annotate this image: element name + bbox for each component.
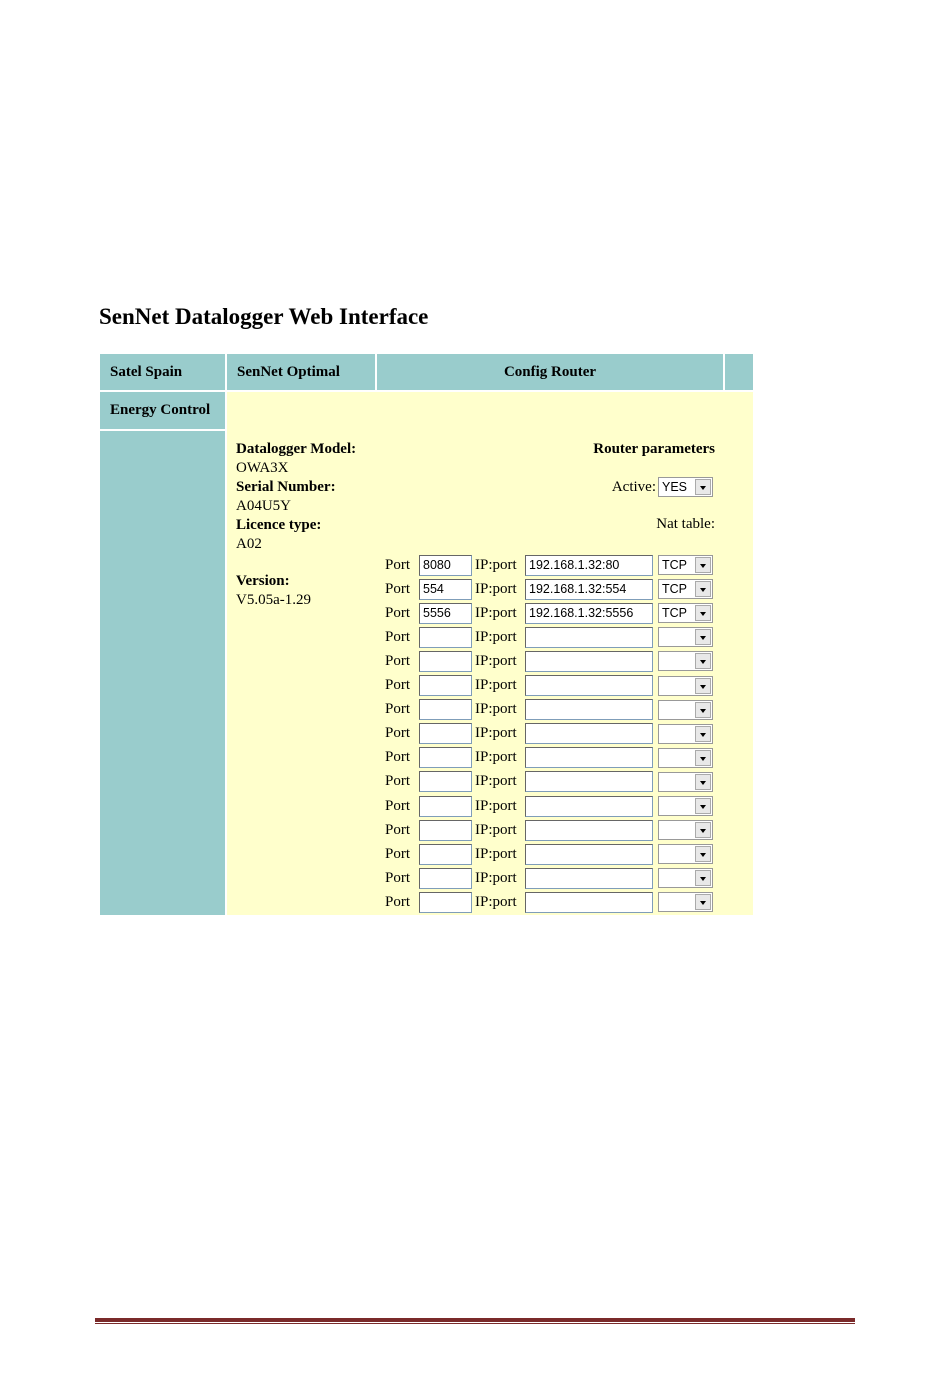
protocol-select[interactable] [658, 820, 713, 840]
ipport-input[interactable]: 192.168.1.32:5556 [525, 603, 653, 624]
nat-row [385, 602, 713, 624]
chevron-down-icon[interactable] [695, 750, 711, 766]
ipport-label: IP:port [475, 652, 517, 669]
port-input[interactable]: 554 [419, 579, 472, 600]
nat-row [385, 843, 713, 865]
ipport-label: IP:port [475, 677, 517, 693]
web-interface-frame [100, 354, 753, 915]
ipport-label: IP:port [475, 556, 517, 573]
chevron-down-icon[interactable] [695, 653, 711, 669]
active-label: Active: [611, 478, 656, 495]
port-input[interactable] [419, 699, 472, 720]
ipport-label: IP:port [475, 725, 517, 742]
serial-label: Serial Number: [236, 479, 336, 495]
protocol-select[interactable] [658, 724, 713, 744]
device-info [236, 440, 356, 610]
ipport-label: IP:port [475, 749, 517, 766]
ipport-input[interactable] [525, 747, 653, 768]
ipport-label: IP:port [475, 821, 517, 838]
ipport-label: IP:port [475, 893, 517, 910]
protocol-select[interactable] [658, 603, 713, 623]
protocol-select[interactable] [658, 844, 713, 864]
active-row [612, 477, 713, 497]
ipport-input[interactable]: 192.168.1.32:554 [525, 579, 653, 600]
port-label: Port [385, 749, 411, 766]
nat-row [385, 675, 713, 697]
chevron-down-icon[interactable] [695, 846, 711, 862]
nat-row [385, 747, 713, 769]
nat-table-label: Nat table: [656, 516, 715, 532]
version-label: Version: [236, 573, 290, 589]
protocol-select[interactable] [658, 676, 713, 696]
active-select[interactable] [658, 477, 713, 497]
active-select-value: YES [662, 480, 688, 494]
port-input[interactable] [419, 868, 472, 889]
chevron-down-icon[interactable] [695, 605, 711, 621]
nav-config-router-label: Config Router [503, 364, 597, 380]
protocol-select[interactable] [658, 748, 713, 768]
port-label: Port [385, 652, 411, 669]
ipport-input[interactable] [525, 675, 653, 696]
port-label: Port [385, 580, 411, 597]
nav-satel-spain-label: Satel Spain [110, 364, 183, 380]
protocol-select[interactable] [658, 868, 713, 888]
nat-row [385, 723, 713, 745]
port-label: Port [385, 773, 411, 790]
chevron-down-icon[interactable] [695, 629, 711, 645]
protocol-select-value: TCP [662, 606, 687, 621]
chevron-down-icon[interactable] [695, 557, 711, 573]
nav-sidebar-fill [100, 431, 225, 915]
footer-rule-thin [95, 1323, 855, 1324]
ipport-label: IP:port [475, 869, 517, 886]
protocol-select-value: TCP [662, 582, 687, 597]
chevron-down-icon[interactable] [695, 726, 711, 742]
ipport-input[interactable] [525, 844, 653, 865]
chevron-down-icon[interactable] [695, 479, 711, 495]
port-input[interactable] [419, 747, 472, 768]
chevron-down-icon[interactable] [695, 894, 711, 910]
protocol-select[interactable] [658, 700, 713, 720]
nav-sennet-optimal[interactable] [227, 354, 375, 390]
router-parameters-title: Router parameters [593, 441, 715, 457]
port-input[interactable] [419, 651, 472, 672]
port-label: Port [385, 677, 411, 693]
ipport-input[interactable] [525, 892, 653, 913]
port-label: Port [385, 725, 411, 742]
protocol-select[interactable] [658, 555, 713, 575]
nat-row [385, 699, 713, 721]
nav-energy-control[interactable] [100, 392, 225, 429]
nat-row [385, 626, 713, 648]
ipport-input[interactable] [525, 651, 653, 672]
serial-value: A04U5Y [236, 498, 291, 514]
model-label: Datalogger Model: [236, 441, 357, 457]
port-input[interactable] [419, 892, 472, 913]
port-label: Port [385, 845, 411, 862]
ipport-input[interactable] [525, 723, 653, 744]
port-label: Port [385, 556, 411, 573]
ipport-input[interactable] [525, 771, 653, 792]
ipport-label: IP:port [475, 604, 517, 621]
protocol-select[interactable] [658, 651, 713, 671]
nat-row [385, 578, 713, 600]
port-label: Port [385, 893, 411, 910]
ipport-input[interactable]: 192.168.1.32:80 [525, 555, 653, 576]
ipport-label: IP:port [475, 797, 517, 814]
protocol-select[interactable] [658, 796, 713, 816]
port-label: Port [385, 797, 411, 814]
chevron-down-icon[interactable] [695, 702, 711, 718]
ipport-label: IP:port [475, 580, 517, 597]
port-input[interactable]: 8080 [419, 555, 472, 576]
chevron-down-icon[interactable] [695, 678, 711, 694]
chevron-down-icon[interactable] [695, 822, 711, 838]
ipport-label: IP:port [475, 701, 517, 718]
port-label: Port [385, 869, 411, 886]
ipport-label: IP:port [475, 845, 517, 862]
ipport-input[interactable] [525, 796, 653, 817]
chevron-down-icon[interactable] [695, 870, 711, 886]
footer-rule [95, 1318, 855, 1322]
port-label: Port [385, 701, 411, 718]
nat-row [385, 819, 713, 841]
licence-value: A02 [236, 536, 262, 552]
port-input[interactable] [419, 627, 472, 648]
nat-row [385, 771, 713, 793]
protocol-select-value: TCP [662, 558, 687, 572]
port-label: Port [385, 604, 411, 621]
protocol-select[interactable] [658, 892, 713, 912]
ipport-input[interactable] [525, 627, 653, 648]
chevron-down-icon[interactable] [695, 774, 711, 790]
model-value: OWA3X [236, 460, 289, 476]
nav-empty-cell [725, 354, 753, 390]
nat-row [385, 867, 713, 889]
nat-row [385, 650, 713, 672]
nav-sennet-optimal-label: SenNet Optimal [237, 364, 340, 380]
port-input[interactable] [419, 675, 472, 696]
port-input[interactable]: 5556 [419, 603, 472, 624]
chevron-down-icon[interactable] [695, 581, 711, 597]
protocol-select[interactable] [658, 627, 713, 647]
port-input[interactable] [419, 796, 472, 817]
nav-energy-control-label: Energy Control [110, 402, 211, 418]
nat-row [385, 554, 713, 576]
port-label: Port [385, 821, 411, 838]
ipport-label: IP:port [475, 628, 517, 645]
nav-satel-spain[interactable] [100, 354, 225, 390]
ipport-label: IP:port [475, 773, 517, 790]
nat-row [385, 891, 713, 913]
port-input[interactable] [419, 820, 472, 841]
version-value: V5.05a-1.29 [236, 592, 311, 608]
protocol-select[interactable] [658, 772, 713, 792]
ipport-input[interactable] [525, 868, 653, 889]
nav-config-router[interactable] [377, 354, 723, 390]
page-title: SenNet Datalogger Web Interface [99, 304, 429, 329]
protocol-select[interactable] [658, 579, 713, 599]
licence-label: Licence type: [236, 517, 322, 533]
ipport-input[interactable] [525, 820, 653, 841]
ipport-input[interactable] [525, 699, 653, 720]
nat-row [385, 795, 713, 817]
port-label: Port [385, 628, 411, 645]
chevron-down-icon[interactable] [695, 798, 711, 814]
port-input[interactable] [419, 844, 472, 865]
port-input[interactable] [419, 723, 472, 744]
port-input[interactable] [419, 771, 472, 792]
